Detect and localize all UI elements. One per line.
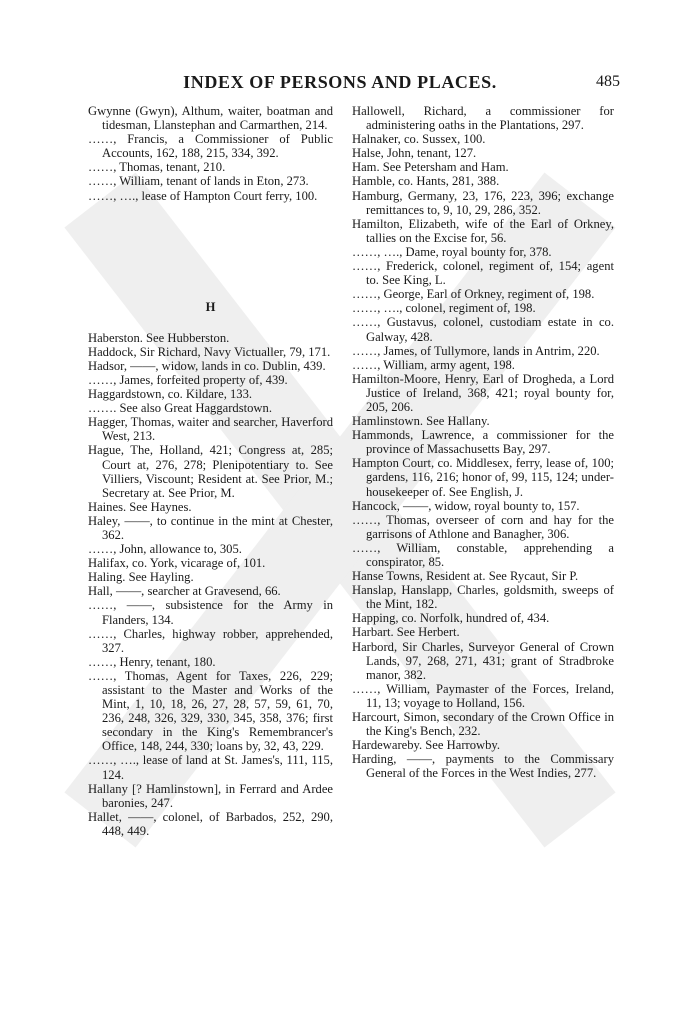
index-entry: Harcourt, Simon, secondary of the Crown Office in the King's Bench, 232. xyxy=(352,710,614,739)
index-entry: ……, ——, subsistence for the Army in Flanders, 134. xyxy=(88,598,333,627)
index-entry: ……, William, constable, apprehending a conspirator, 85. xyxy=(352,540,614,569)
index-entry: Gwynne (Gwyn), Althum, waiter, boatman and tidesman, Llanstephan and Carmarthen, 214. xyxy=(88,104,333,133)
index-entry: Haggardstown, co. Kildare, 133. xyxy=(88,387,253,402)
index-entry: ……, Gustavus, colonel, custodiam estate in co. Galway, 428. xyxy=(352,315,614,344)
index-entry: Hardewareby. See Harrowby. xyxy=(352,738,501,753)
index-entry: ……, …., colonel, regiment of, 198. xyxy=(352,301,536,316)
index-entry: ……, John, allowance to, 305. xyxy=(88,542,242,557)
index-entry: Haddock, Sir Richard, Navy Victualler, 79, 171. xyxy=(88,344,331,359)
index-entry: Haines. See Haynes. xyxy=(88,499,192,514)
index-entry: Hammonds, Lawrence, a commissioner for the province of Massachusetts Bay, 297. xyxy=(352,428,614,457)
index-entry: ……, …., Dame, royal bounty for, 378. xyxy=(352,244,552,259)
index-entry: ……, Charles, highway robber, apprehended, 327. xyxy=(88,626,333,655)
index-entry: ……, Henry, tenant, 180. xyxy=(88,654,216,669)
right-column xyxy=(352,104,614,781)
section-gap xyxy=(88,203,333,297)
index-entry: ……, James, forfeited property of, 439. xyxy=(88,372,288,387)
index-entry: Hanslap, Hanslapp, Charles, goldsmith, sweeps of the Mint, 182. xyxy=(352,583,614,612)
index-entry: Halnaker, co. Sussex, 100. xyxy=(352,132,486,147)
right-entries xyxy=(352,104,614,781)
index-entry: ……, William, army agent, 198. xyxy=(352,357,515,372)
left-column xyxy=(88,104,333,838)
index-entry: ……, William, Paymaster of the Forces, Ireland, 11, 13; voyage to Holland, 156. xyxy=(352,681,614,710)
index-entry: Hagger, Thomas, waiter and searcher, Haverford West, 213. xyxy=(88,415,333,444)
index-entry: Haberston. See Hubberston. xyxy=(88,330,230,345)
left-bottom-entries xyxy=(88,331,333,838)
index-entry: Harding, ——, payments to the Commissary General of the Forces in the West Indies, 277. xyxy=(352,752,614,781)
index-entry: ……, Francis, a Commissioner of Public Accounts, 162, 188, 215, 334, 392. xyxy=(88,132,333,161)
index-entry: ……, George, Earl of Orkney, regiment of, 198. xyxy=(352,287,595,302)
index-entry: Halse, John, tenant, 127. xyxy=(352,146,477,161)
section-letter: H xyxy=(205,299,216,314)
index-entry: Hallany [? Hamlinstown], in Ferrard and Ardee baronies, 247. xyxy=(88,781,333,810)
index-entry: ……, Thomas, overseer of corn and hay for the garrisons of Athlone and Banagher, 306. xyxy=(352,512,614,541)
index-entry: Hamilton, Elizabeth, wife of the Earl of Orkney, tallies on the Excise for, 56. xyxy=(352,216,614,245)
index-entry: Halifax, co. York, vicarage of, 101. xyxy=(88,556,266,571)
index-entry: Hanse Towns, Resident at. See Rycaut, Sir P. xyxy=(352,569,579,584)
page-title: INDEX OF PERSONS AND PLACES. xyxy=(183,72,497,92)
index-entry: ……, …., lease of land at St. James's, 111, 115, 124. xyxy=(88,753,333,782)
index-entry: Harbart. See Herbert. xyxy=(352,625,460,640)
index-entry: ……, Thomas, Agent for Taxes, 226, 229; assistant to the Master and Works of the Mint, 1, 10, 18, 26, 27, 28, 57, 59, 61, 70, 236, 248, 326, 329, 330, 345, 358, 376; first secondary in the King's Remembrancer's Office, 148, 244, 330; loans by, 32, 43, 229. xyxy=(88,668,333,754)
left-top-entries xyxy=(88,104,333,203)
index-entry: Ham. See Petersham and Ham. xyxy=(352,160,509,175)
index-entry: ……, Thomas, tenant, 210. xyxy=(88,160,226,175)
index-entry: Haley, ——, to continue in the mint at Chester, 362. xyxy=(88,513,333,542)
index-entry: Happing, co. Norfolk, hundred of, 434. xyxy=(352,611,550,626)
index-entry: Hamburg, Germany, 23, 176, 223, 396; exchange remittances to, 9, 10, 29, 286, 352. xyxy=(352,188,614,217)
index-entry: Hancock, ——, widow, royal bounty to, 157. xyxy=(352,498,580,513)
index-entry: ……, James, of Tullymore, lands in Antrim, 220. xyxy=(352,343,600,358)
index-entry: ……, William, tenant of lands in Eton, 273. xyxy=(88,174,309,189)
index-entry: Hadsor, ——, widow, lands in co. Dublin, 439. xyxy=(88,358,326,373)
index-entry: ……, Frederick, colonel, regiment of, 154; agent to. See King, L. xyxy=(352,259,614,288)
index-entry: ……, …., lease of Hampton Court ferry, 100. xyxy=(88,188,318,203)
index-entry: Hallet, ——, colonel, of Barbados, 252, 290, 448, 449. xyxy=(88,809,333,838)
index-entry: Hague, The, Holland, 421; Congress at, 285; Court at, 276, 278; Plenipotentiary to. See Villiers, Viscount; Resident at. See Prior, M.; Secretary at. See Prior, M. xyxy=(88,443,333,500)
index-entry: ……. See also Great Haggardstown. xyxy=(88,401,272,416)
index-entry: Harbord, Sir Charles, Surveyor General of Crown Lands, 97, 268, 271, 431; grant of Stradbroke manor, 382. xyxy=(352,639,614,682)
index-entry: Hall, ——, searcher at Gravesend, 66. xyxy=(88,584,281,599)
index-entry: Hampton Court, co. Middlesex, ferry, lease of, 100; gardens, 116, 216; honor of, 99, 115, 124; under-housekeeper of. See English, J. xyxy=(352,456,614,499)
index-entry: Hamlinstown. See Hallany. xyxy=(352,414,490,429)
index-entry: Hamilton-Moore, Henry, Earl of Drogheda, a Lord Justice of Ireland, 368, 421; royal bounty for, 205, 206. xyxy=(352,371,614,414)
index-entry: Hamble, co. Hants, 281, 388. xyxy=(352,174,500,189)
index-entry: Haling. See Hayling. xyxy=(88,570,194,585)
page-number: 485 xyxy=(596,73,620,90)
page-header xyxy=(60,70,620,94)
index-entry: Hallowell, Richard, a commissioner for administering oaths in the Plantations, 297. xyxy=(352,104,614,133)
